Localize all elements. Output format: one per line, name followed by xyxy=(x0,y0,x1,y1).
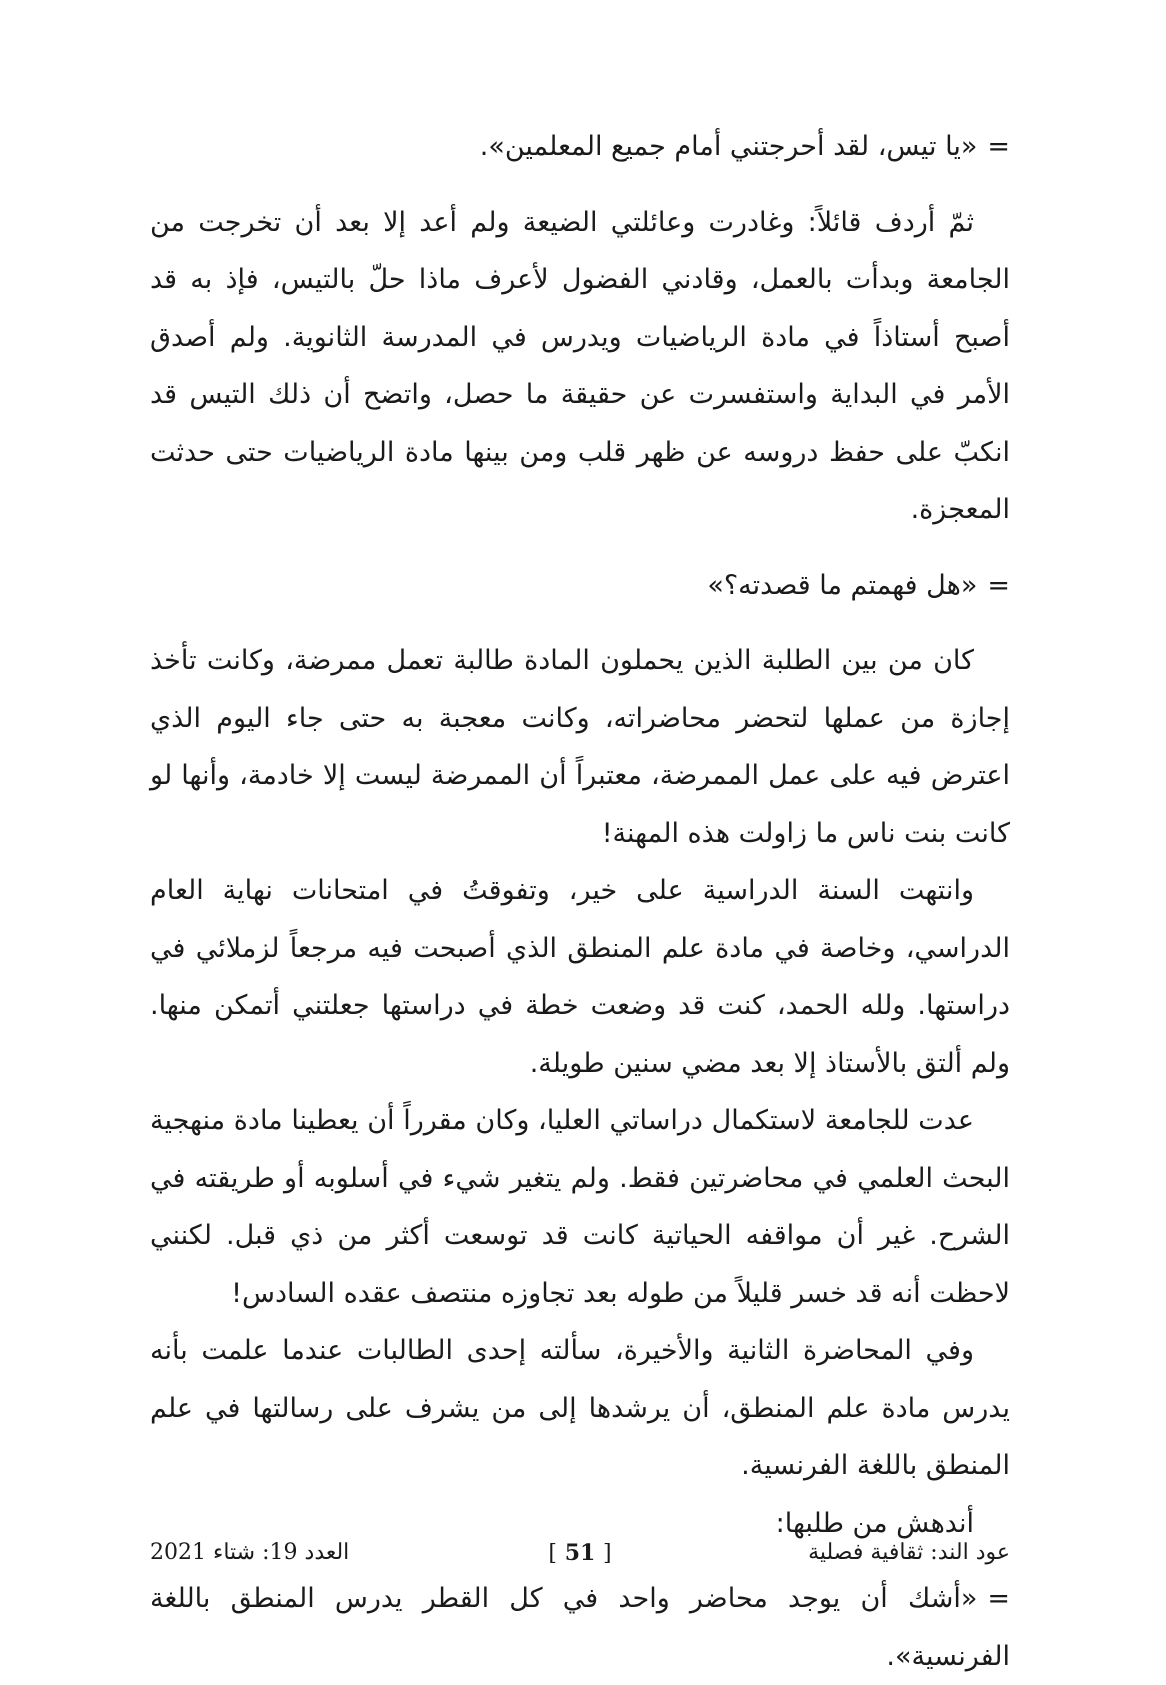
dialog-line xyxy=(150,1570,1010,1685)
issue-label: العدد 19: شتاء 2021 xyxy=(150,1540,350,1565)
dialog-dash: = xyxy=(987,569,1010,601)
article-body xyxy=(150,118,1010,1685)
dialog-line xyxy=(150,557,1010,615)
bracket-close: ] xyxy=(602,1541,612,1566)
journal-name: عود الند: ثقافية فصلية xyxy=(808,1540,1010,1565)
dialog-line xyxy=(150,118,1010,176)
paragraph: أندهش من طلبها: xyxy=(775,1507,974,1539)
paragraph: وانتهت السنة الدراسية على خير، وتفوقتُ في امتحانات نهاية العام الدراسي، وخاصة في مادة علم المنطق الذي أصبحت فيه مرجعاً لزملائي في دراستها. ولله الحمد، كنت قد وضعت خطة في دراستها جعلتني أتمكن منها. ولم ألتق بالأستاذ إلا بعد مضي سنين طويلة. xyxy=(150,875,1010,1079)
page-footer xyxy=(150,1540,1010,1580)
bracket-open: [ xyxy=(548,1541,558,1566)
page-number-value: 51 xyxy=(564,1540,596,1566)
dialog-text: «يا تيس، لقد أحرجتني أمام جميع المعلمين». xyxy=(479,131,978,162)
dialog-dash: = xyxy=(987,1583,1010,1614)
dialog-text: «أشك أن يوجد محاضر واحد في كل القطر يدرس المنطق باللغة الفرنسية». xyxy=(150,1583,1010,1672)
paragraph: وفي المحاضرة الثانية والأخيرة، سألته إحدى الطالبات عندما علمت بأنه يدرس مادة علم المنطق، أن يرشدها إلى من يشرف على رسالتها في علم المنطق باللغة الفرنسية. xyxy=(150,1335,1010,1481)
paragraph: كان من بين الطلبة الذين يحملون المادة طالبة تعمل ممرضة، وكانت تأخذ إجازة من عملها لتحضر محاضراته، وكانت معجبة به حتى جاء اليوم الذي اعترض فيه على عمل الممرضة، معتبراً أن الممرضة ليست إلا خادمة، وأنها لو كانت بنت ناس ما زاولت هذه المهنة! xyxy=(150,645,1010,849)
paragraph: عدت للجامعة لاستكمال دراساتي العليا، وكان مقرراً أن يعطينا مادة منهجية البحث العلمي في محاضرتين فقط. ولم يتغير شيء في أسلوبه أو طريقته في الشرح. غير أن مواقفه الحياتية كانت قد توسعت أكثر من ذي قبل. لكنني لاحظت أنه قد خسر قليلاً من طوله بعد تجاوزه منتصف عقده السادس! xyxy=(150,1105,1010,1309)
paragraph: ثمّ أردف قائلاً: وغادرت وعائلتي الضيعة ولم أعد إلا بعد أن تخرجت من الجامعة وبدأت بالعمل، وقادني الفضول لأعرف ماذا حلّ بالتيس، فإذ به قد أصبح أستاذاً في مادة الرياضيات ويدرس في المدرسة الثانوية. ولم أصدق الأمر في البداية واستفسرت عن حقيقة ما حصل، واتضح أن ذلك التيس قد انكبّ على حفظ دروسه عن ظهر قلب ومن بينها مادة الرياضيات حتى حدثت المعجزة. xyxy=(150,206,1010,525)
dialog-text: «هل فهمتم ما قصدته؟» xyxy=(707,569,978,601)
dialog-dash: = xyxy=(987,131,1010,162)
